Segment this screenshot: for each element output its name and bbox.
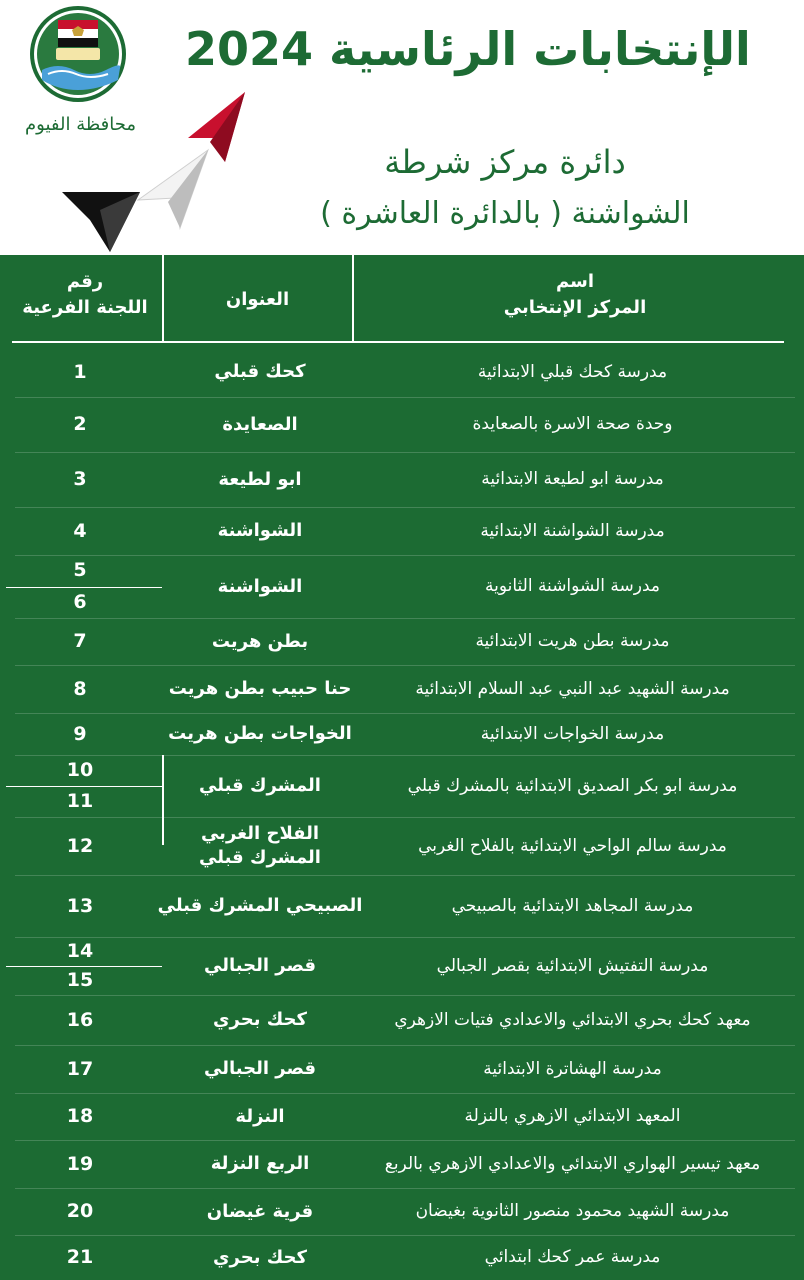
station-address-line: حنا حبيب بطن هريت [168,678,352,699]
polling-center-name: مدرسة التفتيش الابتدائية بقصر الجبالي [436,956,709,976]
committee-number: 1 [73,361,87,383]
header-committee-line1: رقم [66,271,104,292]
station-address-line: قصر الجبالي [204,955,316,976]
polling-center-name: مدرسة الشهيد محمود منصور الثانوية بغيضان [415,1201,730,1221]
station-address-line: الخواجات بطن هريت [168,723,352,744]
station-address [150,1045,370,1093]
station-address-line: ابو لطيعة [218,469,302,490]
subtitle-line-2: الشواشنة ( بالدائرة العاشرة ) [320,196,690,231]
committee-number: 5 [73,559,87,581]
station-address [150,875,370,937]
station-address-line: الربع النزلة [210,1153,310,1174]
committee-number: 3 [73,468,87,490]
station-address [150,347,370,397]
committee-number: 6 [73,590,87,613]
station-address-line: النزلة [235,1106,285,1127]
polling-center-name: مدرسة بطن هريت الابتدائية [475,631,670,651]
header-divider [12,341,784,343]
committee-number: 4 [73,520,87,542]
committee-split-divider [6,587,162,588]
committee-number: 11 [66,790,94,812]
station-address [150,1093,370,1140]
logo-caption: محافظة الفيوم [25,114,136,135]
committee-number: 15 [66,969,94,991]
committee-number: 16 [66,1009,94,1031]
fayoum-governorate-seal-icon [28,4,128,104]
committee-number: 12 [66,835,94,857]
polling-center-name: مدرسة الشواشنة الابتدائية [480,521,665,541]
station-address [150,713,370,755]
polling-center-name: مدرسة ابو بكر الصديق الابتدائية بالمشرك قبلي [407,776,738,796]
station-address-line: المشرك قبلي [199,847,321,868]
committee-split-divider [6,966,162,967]
polling-stations-table [0,255,804,1280]
station-address-line: الشواشنة [217,576,303,597]
committee-split-divider [6,786,162,787]
station-address [150,397,370,452]
station-address-line: قصر الجبالي [204,1058,316,1079]
station-address-line: كحك بحري [213,1247,307,1268]
committee-number: 20 [66,1200,94,1222]
polling-center-name: مدرسة كحك قبلي الابتدائية [477,362,668,382]
header-center [355,269,795,325]
station-address-line: بطن هريت [211,631,309,652]
header-address: العنوان [225,289,290,310]
station-address-line: الفلاح الغربي [200,823,320,844]
station-address-line: الصعايدة [222,414,298,435]
station-address [150,1235,370,1280]
station-address-line: الشواشنة [217,520,303,541]
committee-number: 9 [73,723,87,745]
committee-number: 14 [66,940,94,962]
station-address [150,755,370,817]
station-address [150,618,370,665]
station-address-line: كحك بحري [213,1009,307,1030]
station-address [150,555,370,618]
polling-center-name: مدرسة الخواجات الابتدائية [480,724,665,744]
polling-center-name: مدرسة ابو لطيعة الابتدائية [481,469,664,489]
polling-center-name: المعهد الابتدائي الازهري بالنزلة [464,1106,681,1126]
polling-center-name: مدرسة المجاهد الابتدائية بالصبيحي [451,896,694,916]
committee-number: 7 [73,630,87,652]
page-header [0,0,804,255]
station-address [150,1140,370,1188]
station-address [150,822,370,870]
station-address [150,452,370,507]
station-address [150,1188,370,1235]
egypt-flag-arrows-icon [60,90,260,260]
committee-number: 10 [66,759,94,781]
column-divider [162,255,164,343]
committee-number: 13 [66,895,94,917]
header-committee-line2: اللجنة الفرعية [22,297,148,318]
station-address [150,507,370,555]
station-address [150,937,370,995]
page-title: الإنتخابات الرئاسية 2024 [185,22,751,76]
station-address [150,995,370,1045]
polling-center-name: معهد تيسير الهواري الابتدائي والاعدادي الازهري بالربع [384,1154,761,1174]
subtitle-line-1: دائرة مركز شرطة [384,143,626,181]
header-committee [10,269,160,325]
committee-number: 21 [66,1246,94,1268]
station-address-line: قرية غيضان [206,1201,314,1222]
polling-center-name: وحدة صحة الاسرة بالصعايدة [472,414,673,434]
committee-number: 2 [73,413,87,435]
header-center-line2: المركز الإنتخابي [503,297,647,318]
committee-number: 19 [66,1153,94,1175]
station-address-line: كحك قبلي [214,361,306,382]
polling-center-name: معهد كحك بحري الابتدائي والاعدادي فتيات الازهري [394,1010,751,1030]
station-address-line: المشرك قبلي [199,775,321,796]
polling-center-name: مدرسة الشواشنة الثانوية [484,576,661,596]
header-center-line1: اسم [556,271,594,292]
station-address-line: الصبيحي المشرك قبلي [157,895,363,916]
station-address [150,665,370,713]
polling-center-name: مدرسة عمر كحك ابتدائي [484,1247,661,1267]
polling-center-name: مدرسة الشهيد عبد النبي عبد السلام الابتدائية [415,679,730,699]
polling-center-name: مدرسة الهشاترة الابتدائية [483,1059,662,1079]
polling-center-name: مدرسة سالم الواحي الابتدائية بالفلاح الغربي [418,836,727,856]
committee-number: 8 [73,678,87,700]
column-divider [352,255,354,343]
committee-number: 18 [66,1105,94,1127]
committee-number: 17 [66,1058,94,1080]
